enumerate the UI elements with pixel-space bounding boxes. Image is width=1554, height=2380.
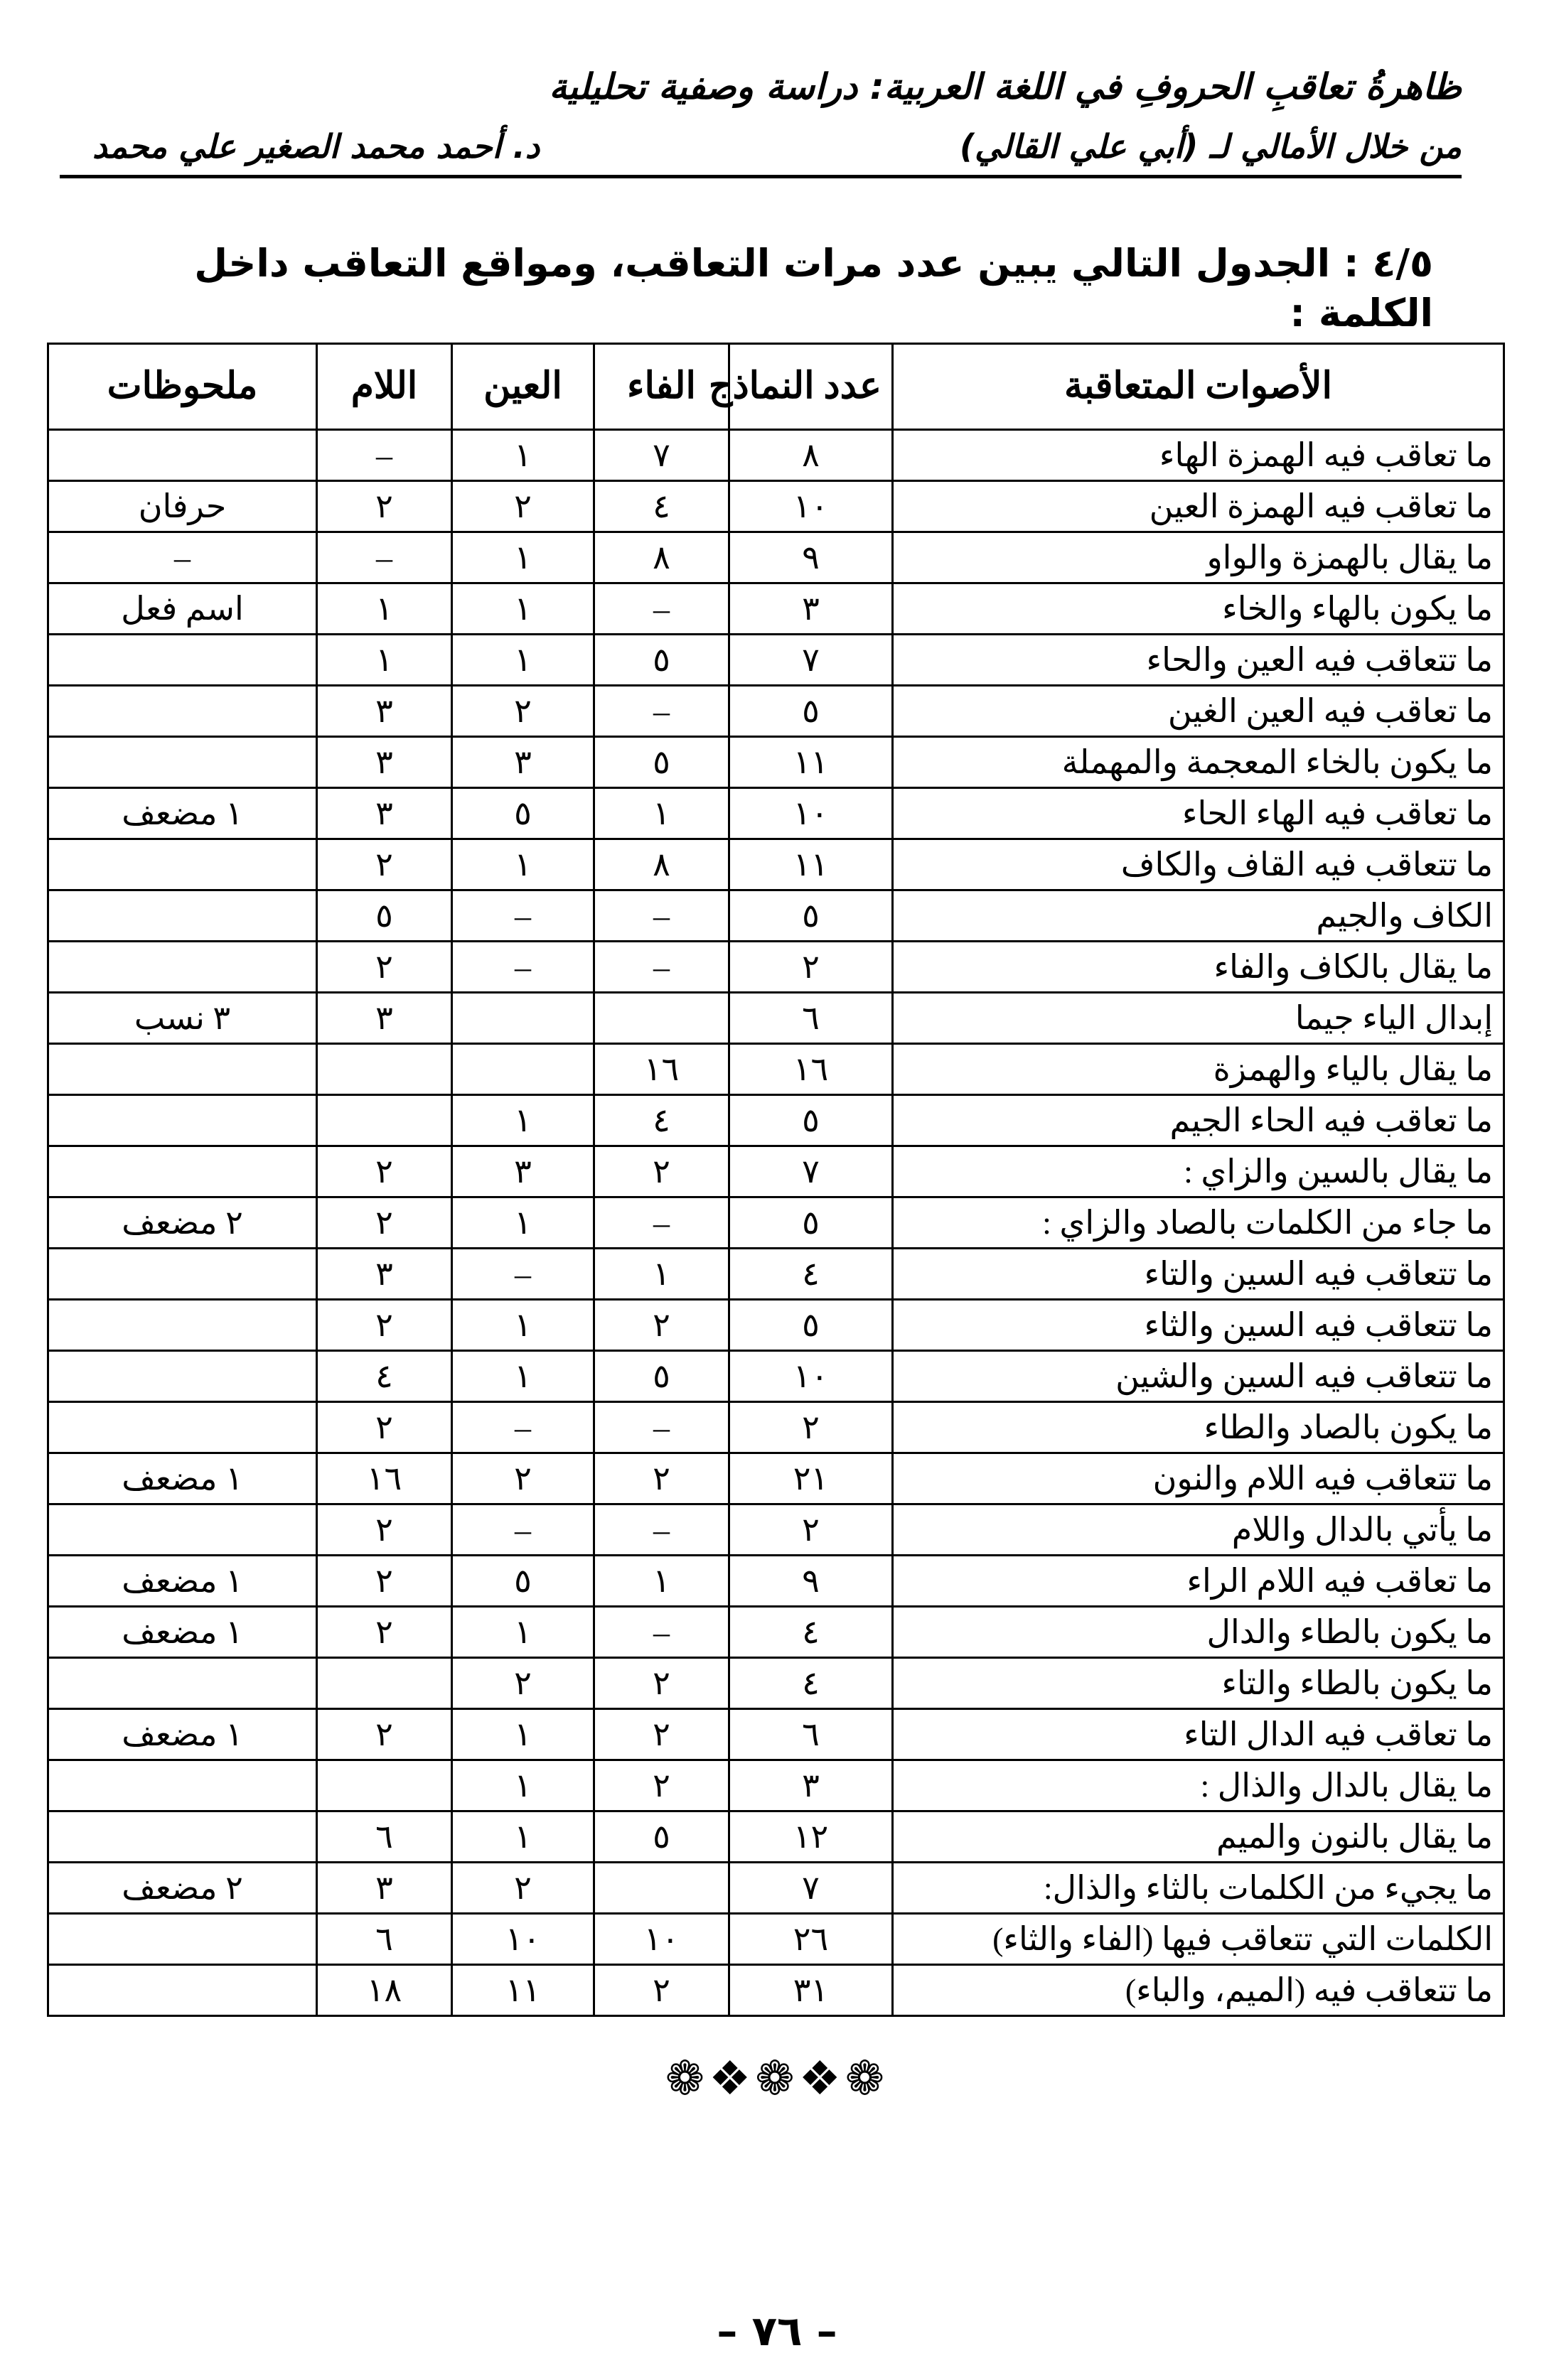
cell-note: [48, 686, 317, 737]
cell-fa: ١: [594, 788, 729, 839]
cell-note: ١ مضعف: [48, 1709, 317, 1760]
cell-note: اسم فعل: [48, 583, 317, 635]
cell-ayn: –: [452, 1402, 594, 1453]
cell-lam: ٢: [317, 1504, 452, 1556]
cell-phonemes: ما يأتي بالدال واللام: [893, 1504, 1504, 1556]
cell-count: ٢٦: [729, 1914, 893, 1965]
cell-lam: ٢: [317, 1146, 452, 1197]
cell-lam: ٣: [317, 737, 452, 788]
cell-phonemes: ما تتعاقب فيه العين والحاء: [893, 635, 1504, 686]
table-header-row: [48, 344, 1504, 430]
table-row: [48, 1914, 1504, 1965]
cell-phonemes: ما تتعاقب فيه السين والتاء: [893, 1249, 1504, 1300]
cell-fa: ٢: [594, 1965, 729, 2016]
cell-count: ٣: [729, 583, 893, 635]
cell-count: ١٠: [729, 1351, 893, 1402]
ornament-divider: ❁❖❁❖❁: [665, 2051, 889, 2106]
cell-note: ١ مضعف: [48, 788, 317, 839]
source-title: من خلال الأمالي لـ (أبي علي القالي): [960, 127, 1462, 166]
cell-fa: ٢: [594, 1453, 729, 1504]
cell-ayn: ٢: [452, 686, 594, 737]
cell-lam: ٣: [317, 686, 452, 737]
cell-phonemes: ما يكون بالطاء والدال: [893, 1607, 1504, 1658]
cell-fa: ٥: [594, 737, 729, 788]
table-row: [48, 839, 1504, 890]
cell-lam: ٢: [317, 1607, 452, 1658]
cell-count: ٥: [729, 686, 893, 737]
cell-ayn: ١: [452, 583, 594, 635]
cell-lam: ١٨: [317, 1965, 452, 2016]
cell-fa: –: [594, 1197, 729, 1249]
cell-note: ١ مضعف: [48, 1556, 317, 1607]
cell-ayn: ٢: [452, 1658, 594, 1709]
cell-lam: ٦: [317, 1811, 452, 1863]
cell-count: ١٠: [729, 481, 893, 532]
cell-phonemes: ما تتعاقب فيه اللام والنون: [893, 1453, 1504, 1504]
cell-count: ٥: [729, 1300, 893, 1351]
cell-count: ١٠: [729, 788, 893, 839]
table-row: [48, 1095, 1504, 1146]
table-row: [48, 1249, 1504, 1300]
cell-lam: –: [317, 532, 452, 583]
table-row: [48, 1709, 1504, 1760]
cell-fa: –: [594, 583, 729, 635]
cell-fa: –: [594, 1402, 729, 1453]
cell-lam: ٢: [317, 1556, 452, 1607]
table-row: [48, 1402, 1504, 1453]
cell-note: –: [48, 532, 317, 583]
cell-lam: [317, 1760, 452, 1811]
table-row: [48, 1044, 1504, 1095]
cell-ayn: ١: [452, 532, 594, 583]
cell-phonemes: ما يجيء من الكلمات بالثاء والذال:: [893, 1863, 1504, 1914]
cell-lam: ٥: [317, 890, 452, 942]
cell-fa: ١٠: [594, 1914, 729, 1965]
table-row: [48, 993, 1504, 1044]
cell-fa: ٤: [594, 1095, 729, 1146]
cell-fa: ١: [594, 1556, 729, 1607]
table-row: [48, 788, 1504, 839]
header-count: عدد النماذج: [729, 344, 893, 430]
cell-lam: ٣: [317, 993, 452, 1044]
cell-ayn: ١: [452, 1811, 594, 1863]
cell-note: [48, 635, 317, 686]
cell-ayn: ٥: [452, 1556, 594, 1607]
cell-ayn: ٢: [452, 1453, 594, 1504]
table-row: [48, 942, 1504, 993]
cell-fa: ١٦: [594, 1044, 729, 1095]
alternation-table: [47, 343, 1505, 2017]
cell-note: [48, 890, 317, 942]
section-intro: ٤/٥ : الجدول التالي يبين عدد مرات التعاقب، ومواقع التعاقب داخل الكلمة :: [194, 241, 1433, 335]
cell-count: ٦: [729, 1709, 893, 1760]
cell-phonemes: ما تعاقب فيه اللام الراء: [893, 1556, 1504, 1607]
cell-phonemes: ما يقال بالنون والميم: [893, 1811, 1504, 1863]
cell-phonemes: ما يقال بالهمزة والواو: [893, 532, 1504, 583]
cell-ayn: ١: [452, 839, 594, 890]
table-row: [48, 1197, 1504, 1249]
cell-phonemes: ما يقال بالياء والهمزة: [893, 1044, 1504, 1095]
cell-fa: ٥: [594, 1351, 729, 1402]
cell-fa: –: [594, 942, 729, 993]
cell-fa: ٨: [594, 839, 729, 890]
cell-phonemes: ما يكون بالخاء المعجمة والمهملة: [893, 737, 1504, 788]
table-row: [48, 737, 1504, 788]
cell-ayn: ١: [452, 1300, 594, 1351]
table-row: [48, 430, 1504, 481]
cell-lam: ٢: [317, 1402, 452, 1453]
cell-note: [48, 1658, 317, 1709]
cell-lam: [317, 1095, 452, 1146]
cell-count: ٧: [729, 1863, 893, 1914]
header-divider: [60, 175, 1462, 178]
cell-lam: ١٦: [317, 1453, 452, 1504]
cell-count: ٢: [729, 1504, 893, 1556]
running-subtitle: [92, 125, 1462, 169]
cell-count: ٣١: [729, 1965, 893, 2016]
cell-fa: [594, 993, 729, 1044]
cell-note: [48, 1249, 317, 1300]
cell-count: ١٦: [729, 1044, 893, 1095]
cell-note: ٣ نسب: [48, 993, 317, 1044]
cell-lam: [317, 1044, 452, 1095]
table-row: [48, 890, 1504, 942]
cell-note: [48, 1300, 317, 1351]
cell-lam: ٤: [317, 1351, 452, 1402]
cell-count: ٥: [729, 890, 893, 942]
cell-fa: –: [594, 1607, 729, 1658]
table-body: [48, 430, 1504, 2016]
cell-note: [48, 1351, 317, 1402]
cell-fa: ١: [594, 1249, 729, 1300]
cell-fa: ٢: [594, 1146, 729, 1197]
header-notes: ملحوظات: [48, 344, 317, 430]
cell-ayn: ١٠: [452, 1914, 594, 1965]
header-fa: الفاء: [594, 344, 729, 430]
table-row: [48, 1146, 1504, 1197]
cell-lam: ٦: [317, 1914, 452, 1965]
cell-phonemes: ما تعاقب فيه الدال التاء: [893, 1709, 1504, 1760]
table-row: [48, 1300, 1504, 1351]
cell-fa: ٨: [594, 532, 729, 583]
cell-lam: ٢: [317, 942, 452, 993]
table-row: [48, 1504, 1504, 1556]
author-name: د. أحمد محمد الصغير علي محمد: [92, 127, 540, 166]
cell-phonemes: ما يقال بالسين والزاي :: [893, 1146, 1504, 1197]
table-row: [48, 1658, 1504, 1709]
header-lam: اللام: [317, 344, 452, 430]
cell-count: ٦: [729, 993, 893, 1044]
header-ayn: العين: [452, 344, 594, 430]
running-title: ظاهرةُ تعاقبِ الحروفِ في اللغة العربية: دراسة وصفية تحليلية: [549, 66, 1462, 107]
cell-phonemes: ما تتعاقب فيه السين والشين: [893, 1351, 1504, 1402]
cell-ayn: ١١: [452, 1965, 594, 2016]
cell-phonemes: ما تتعاقب فيه السين والثاء: [893, 1300, 1504, 1351]
table-row: [48, 1351, 1504, 1402]
cell-count: ٢١: [729, 1453, 893, 1504]
cell-fa: –: [594, 890, 729, 942]
cell-note: [48, 839, 317, 890]
cell-lam: ٢: [317, 1300, 452, 1351]
cell-count: ٩: [729, 1556, 893, 1607]
cell-fa: [594, 1863, 729, 1914]
cell-note: [48, 1044, 317, 1095]
cell-note: حرفان: [48, 481, 317, 532]
cell-ayn: –: [452, 942, 594, 993]
cell-ayn: –: [452, 1249, 594, 1300]
cell-phonemes: ما يقال بالكاف والفاء: [893, 942, 1504, 993]
cell-count: ٤: [729, 1249, 893, 1300]
cell-phonemes: ما تتعاقب فيه القاف والكاف: [893, 839, 1504, 890]
cell-lam: ٢: [317, 1709, 452, 1760]
cell-note: [48, 1146, 317, 1197]
cell-lam: ٢: [317, 1197, 452, 1249]
cell-lam: ١: [317, 635, 452, 686]
cell-ayn: ١: [452, 1351, 594, 1402]
cell-note: ١ مضعف: [48, 1453, 317, 1504]
table-row: [48, 1607, 1504, 1658]
cell-fa: ٥: [594, 635, 729, 686]
cell-phonemes: ما تعاقب فيه الهاء الحاء: [893, 788, 1504, 839]
cell-ayn: ٥: [452, 788, 594, 839]
cell-ayn: ١: [452, 1197, 594, 1249]
cell-fa: ٢: [594, 1658, 729, 1709]
table-row: [48, 481, 1504, 532]
table-row: [48, 532, 1504, 583]
cell-count: ٩: [729, 532, 893, 583]
cell-count: ١١: [729, 839, 893, 890]
cell-fa: ٤: [594, 481, 729, 532]
cell-note: [48, 942, 317, 993]
cell-note: ١ مضعف: [48, 1607, 317, 1658]
cell-note: [48, 1760, 317, 1811]
cell-fa: –: [594, 1504, 729, 1556]
page-number: – ٧٦ –: [717, 2307, 837, 2355]
cell-phonemes: ما تعاقب فيه الهمزة العين: [893, 481, 1504, 532]
cell-ayn: ٣: [452, 737, 594, 788]
cell-ayn: ١: [452, 635, 594, 686]
cell-note: [48, 1914, 317, 1965]
cell-note: ٢ مضعف: [48, 1863, 317, 1914]
cell-count: ٣: [729, 1760, 893, 1811]
cell-count: ٤: [729, 1607, 893, 1658]
table-row: [48, 1863, 1504, 1914]
cell-phonemes: ما يكون بالصاد والطاء: [893, 1402, 1504, 1453]
cell-phonemes: إبدال الياء جيما: [893, 993, 1504, 1044]
cell-count: ٥: [729, 1095, 893, 1146]
cell-ayn: [452, 1044, 594, 1095]
cell-note: [48, 1095, 317, 1146]
cell-note: [48, 1965, 317, 2016]
cell-note: [48, 737, 317, 788]
cell-ayn: ٢: [452, 481, 594, 532]
table-row: [48, 1965, 1504, 2016]
cell-ayn: ١: [452, 1607, 594, 1658]
table-row: [48, 1811, 1504, 1863]
cell-phonemes: ما تعاقب فيه الهمزة الهاء: [893, 430, 1504, 481]
cell-ayn: ١: [452, 1095, 594, 1146]
cell-count: ٤: [729, 1658, 893, 1709]
table-row: [48, 1453, 1504, 1504]
table-row: [48, 686, 1504, 737]
cell-lam: ٣: [317, 788, 452, 839]
cell-lam: –: [317, 430, 452, 481]
cell-count: ٢: [729, 942, 893, 993]
cell-phonemes: ما يكون بالطاء والتاء: [893, 1658, 1504, 1709]
cell-count: ١٢: [729, 1811, 893, 1863]
cell-note: [48, 1402, 317, 1453]
cell-count: ٥: [729, 1197, 893, 1249]
cell-phonemes: ما يكون بالهاء والخاء: [893, 583, 1504, 635]
table-row: [48, 1760, 1504, 1811]
cell-fa: ٥: [594, 1811, 729, 1863]
cell-phonemes: ما يقال بالدال والذال :: [893, 1760, 1504, 1811]
cell-ayn: ١: [452, 430, 594, 481]
cell-lam: ٣: [317, 1863, 452, 1914]
cell-ayn: [452, 993, 594, 1044]
cell-lam: [317, 1658, 452, 1709]
cell-ayn: –: [452, 890, 594, 942]
cell-note: [48, 1811, 317, 1863]
cell-phonemes: ما تعاقب فيه الحاء الجيم: [893, 1095, 1504, 1146]
cell-phonemes: ما تعاقب فيه العين الغين: [893, 686, 1504, 737]
cell-count: ٨: [729, 430, 893, 481]
header-phonemes: الأصوات المتعاقبة: [893, 344, 1504, 430]
cell-phonemes: ما جاء من الكلمات بالصاد والزاي :: [893, 1197, 1504, 1249]
cell-fa: ٧: [594, 430, 729, 481]
cell-ayn: ٣: [452, 1146, 594, 1197]
cell-note: [48, 430, 317, 481]
cell-fa: –: [594, 686, 729, 737]
cell-phonemes: ما تتعاقب فيه (الميم، والباء): [893, 1965, 1504, 2016]
cell-count: ٧: [729, 635, 893, 686]
cell-phonemes: الكاف والجيم: [893, 890, 1504, 942]
cell-phonemes: الكلمات التي تتعاقب فيها (الفاء والثاء): [893, 1914, 1504, 1965]
cell-lam: ٣: [317, 1249, 452, 1300]
cell-lam: ٢: [317, 839, 452, 890]
cell-fa: ٢: [594, 1300, 729, 1351]
cell-note: [48, 1504, 317, 1556]
table-row: [48, 1556, 1504, 1607]
cell-lam: ١: [317, 583, 452, 635]
cell-fa: ٢: [594, 1709, 729, 1760]
cell-lam: ٢: [317, 481, 452, 532]
cell-count: ٢: [729, 1402, 893, 1453]
cell-note: ٢ مضعف: [48, 1197, 317, 1249]
table-row: [48, 583, 1504, 635]
cell-count: ٧: [729, 1146, 893, 1197]
cell-ayn: ١: [452, 1760, 594, 1811]
table-row: [48, 635, 1504, 686]
cell-ayn: ١: [452, 1709, 594, 1760]
cell-ayn: –: [452, 1504, 594, 1556]
cell-fa: ٢: [594, 1760, 729, 1811]
cell-ayn: ٢: [452, 1863, 594, 1914]
cell-count: ١١: [729, 737, 893, 788]
